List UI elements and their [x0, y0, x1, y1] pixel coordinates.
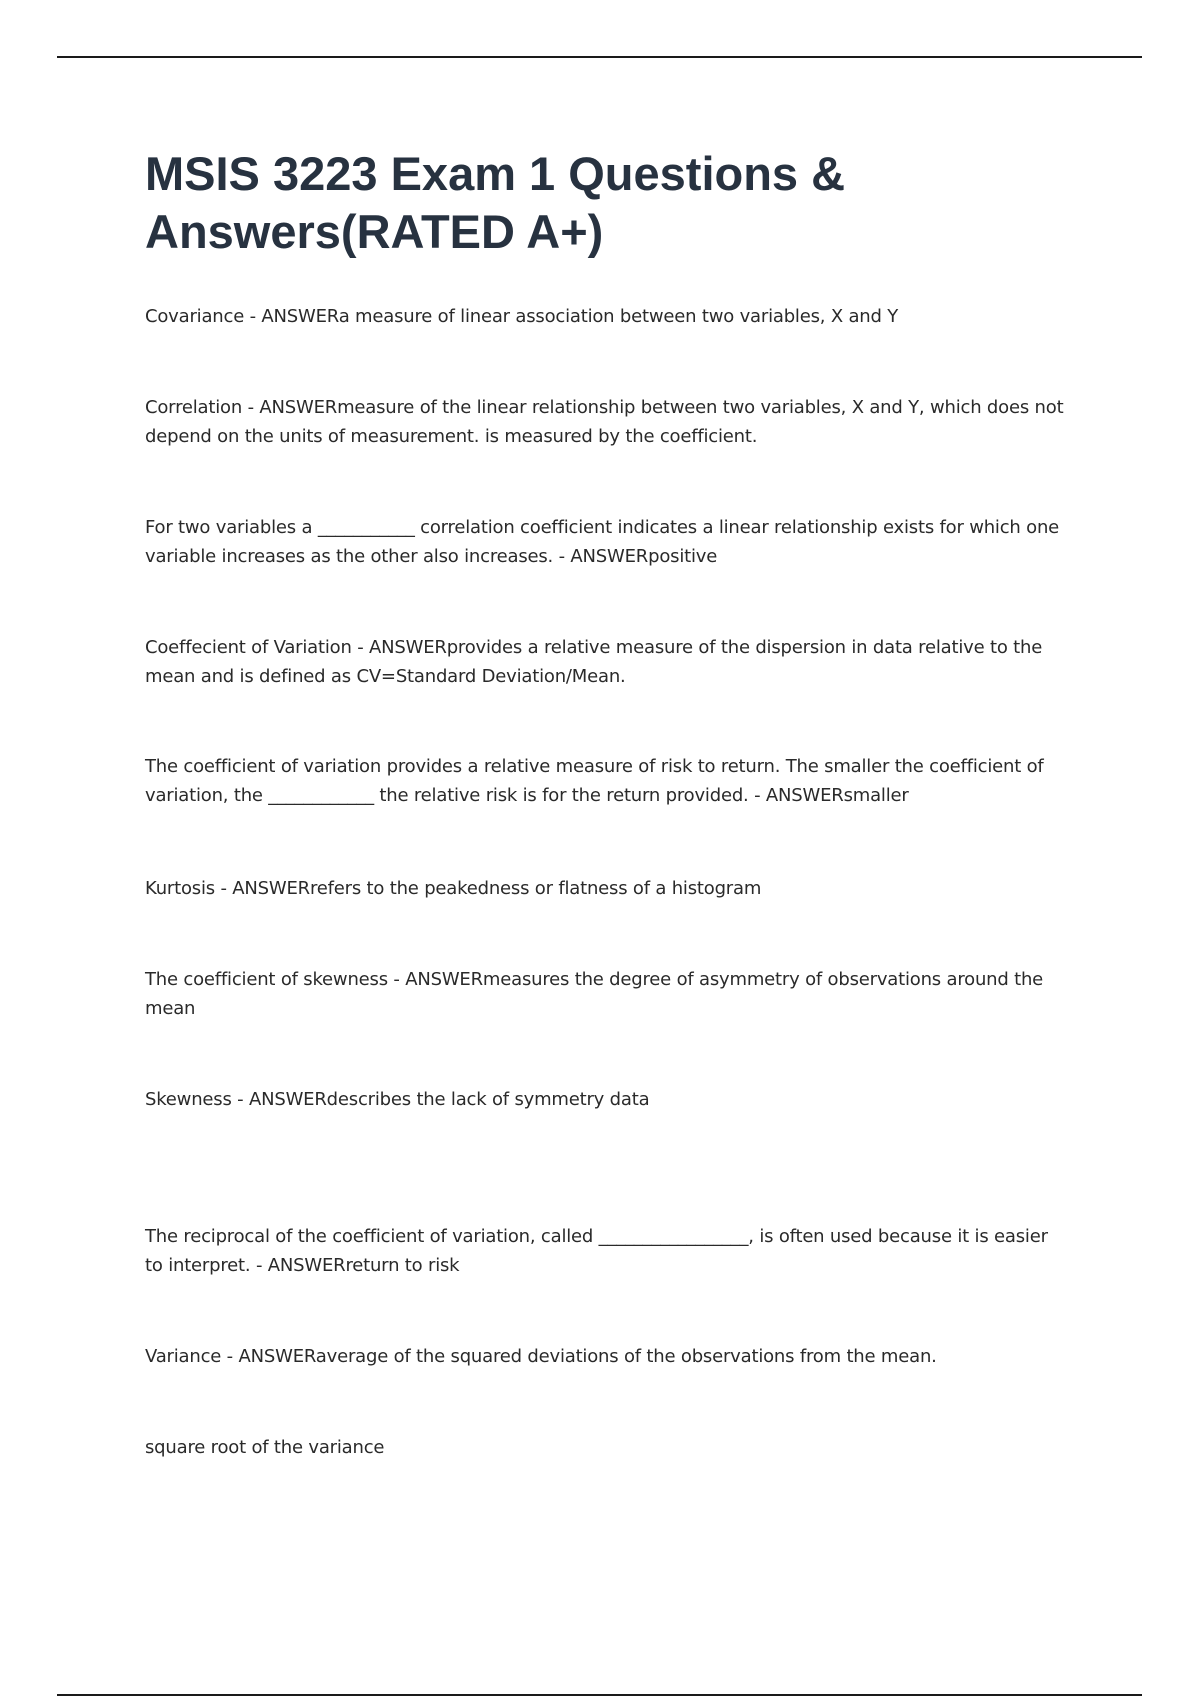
- qa-entry-coefficient-of-variation: Coeffecient of Variation - ANSWERprovides a relative measure of the dispersion in data relative to the mean and is defined as CV=Standard Deviation/Mean.: [145, 637, 1043, 687]
- qa-entry-skewness: Skewness - ANSWERdescribes the lack of symmetry data: [145, 1089, 650, 1110]
- page-title: MSIS 3223 Exam 1 Questions & Answers(RATED A+): [145, 147, 846, 258]
- qa-entry-return-to-risk: The reciprocal of the coefficient of variation, called _________________, is often used because it is easier to interpret. - ANSWERreturn to risk: [145, 1226, 1048, 1276]
- top-rule: [57, 56, 1142, 58]
- qa-entry-correlation: Correlation - ANSWERmeasure of the linear relationship between two variables, X and Y, which does not depend on the units of measurement. is measured by the coefficient.: [145, 397, 1064, 447]
- bottom-rule: [57, 1694, 1142, 1696]
- qa-entry-relative-risk: The coefficient of variation provides a relative measure of risk to return. The smaller the coefficient of variation, the ____________ the relative risk is for the return provided. - ANSWERsmaller: [145, 756, 1044, 806]
- qa-entry-covariance: Covariance - ANSWERa measure of linear association between two variables, X and Y: [145, 306, 899, 327]
- qa-entry-variance: Variance - ANSWERaverage of the squared deviations of the observations from the mean.: [145, 1346, 937, 1367]
- qa-entry-positive-correlation: For two variables a ___________ correlation coefficient indicates a linear relationship exists for which one variable increases as the other also increases. - ANSWERpositive: [145, 517, 1060, 567]
- qa-entry-kurtosis: Kurtosis - ANSWERrefers to the peakedness or flatness of a histogram: [145, 878, 762, 899]
- qa-entry-coefficient-of-skewness: The coefficient of skewness - ANSWERmeasures the degree of asymmetry of observations around the mean: [145, 969, 1044, 1019]
- qa-entry-square-root-variance: square root of the variance: [145, 1437, 385, 1458]
